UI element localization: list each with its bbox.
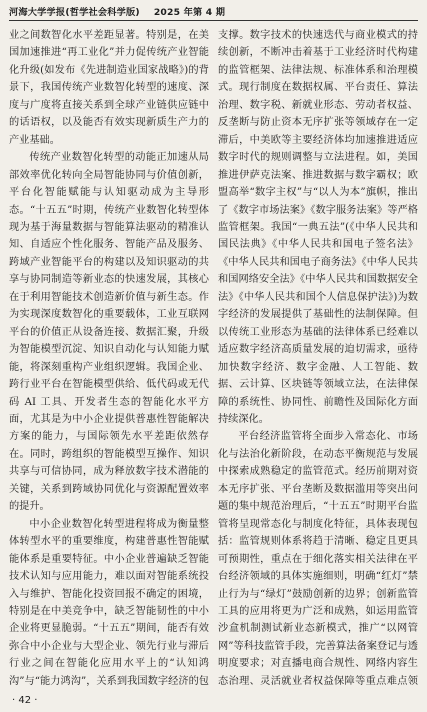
journal-title: 河海大学学报(哲学社会科学版) <box>9 6 140 18</box>
running-header <box>9 3 418 18</box>
left-column <box>9 27 209 688</box>
paragraph: 平台经济监管将全面步入常态化、市场化与法治化新阶段，在动态平衡规范与发展中探索成熟稳定的监管范式。经历前期对资本无序扩张、平台垄断及数据滥用等突出问题的集中规范治理后，“十五五”时期平台监管将呈现常态化与制度化特征，具体表现包括：监管规则体系将趋于清晰、稳定且更具可预期性，重点在于细化落实相关法律在平台经济领域的具体实施细则，明确“红灯”禁止行为与“绿灯”鼓励创新的边界；创新监管工具的应用将更为广泛和成熟，如运用监管沙盒机制测试新业态新模式，推广“以网管网”等科技监管手段，完善算法备案登记与透明度要求；对直播电商合规性、网络内容生态治理、灵活就业者权益保障等重点难点领 <box>218 431 418 687</box>
paragraph: 支撑。数字技术的快速迭代与商业模式的持续创新，不断冲击着基于工业经济时代构建的监管框架、法律法规、标准体系和治理模式。现行制度在数据权属、平台责任、算法治理、数字税、新就业形态、劳动者权益、反垄断与防止资本无序扩张等领域存在一定滞后，中美欧等主要经济体均加速推进适应数字时代的规则调整与立法进程。如，美国推进伊萨克法案、推进数据与数字霸权；欧盟高举“数字主权”与“以人为本”旗帜，推出了《数字市场法案》《数字服务法案》等严格监管框架。我国“一典五法”(《中华人民共和国民法典》《中华人民共和国电子签名法》《中华人民共和国电子商务法》《中华人民共和国网络安全法》《中华人民共和国数据安全法》《中华人民共和国个人信息保护法》)为数字经济的发展提供了基础性的法制保障。但以传统工业形态为基础的法律体系已经难以适应数字经济高质量发展的迫切需求，亟待加快数字经济、数字金融、人工智能、数据、云计算、区块链等领域立法，在法律保障的系统性、协同性、前瞻性及国际化方面持续深化。 <box>218 30 418 425</box>
paragraph: 业之间数智化水平差距显著。特别是，在美国加速推进“再工业化”并力促传统产业智能化升级(如发布《先进制造业国家战略》)的背景下，我国传统产业数智化转型的速度、深度与广度将直接关系到全球产业链供应链中的话语权，以及能否有效实现新质生产力的产业基础。 <box>9 30 209 146</box>
page-number: · 42 · <box>12 695 38 706</box>
issue-label: 2025 年第 4 期 <box>153 6 226 18</box>
paragraph: 中小企业数智化转型进程将成为衡量整体转型水平的重要维度，构建普惠性智能赋能体系是重要特征。中小企业普遍缺乏智能技术认知与应用能力，难以面对智能系统投入与维护、智能化投资回报不确定的困境，特别是在中美竞争中，缺乏智能韧性的中小企业将更显脆弱。“十五五”期间，能否有效弥合中小企业与大型企业、领先行业与滞后行业之间在智能化应用水平上的“认知鸿沟”与“能力鸿沟”，关系到我国数字经济的包 <box>9 518 209 687</box>
paragraph: 传统产业数智化转型的动能正加速从局部效率优化转向全局智能协同与价值创新，平台化智能赋能与认知驱动成为主导形态。“十五五”时期，传统产业数智化转型体现为基于海量数据与智能算法驱动的精准认知、自适应个性化服务、智能产品及服务、跨域产业智能平台的构建以及知识驱动的共享与协同制造等新业态的快速发展，其核心在于利用智能技术创造新价值与新生态。作为实现深度数智化的重要载体，工业互联网平台的价值正从设备连接、数据汇聚，升级为智能模型沉淀、知识自动化与认知能力赋能，将深刻重构产业组织逻辑。我国企业、跨行业平台在智能模型供给、低代码或无代码 AI 工具、开发者生态的智能化水平方面，尤其是为中小企业提供普惠性智能解决方案的能力，与国际领先水平差距依然存在。同时，跨组织的智能模型互操作、知识共享与可信协同，成为释放数字技术潜能的关键，关系到跨域协同优化与资源配置效率的提升。 <box>9 152 209 513</box>
header-rule <box>9 20 418 21</box>
right-column <box>218 27 418 688</box>
